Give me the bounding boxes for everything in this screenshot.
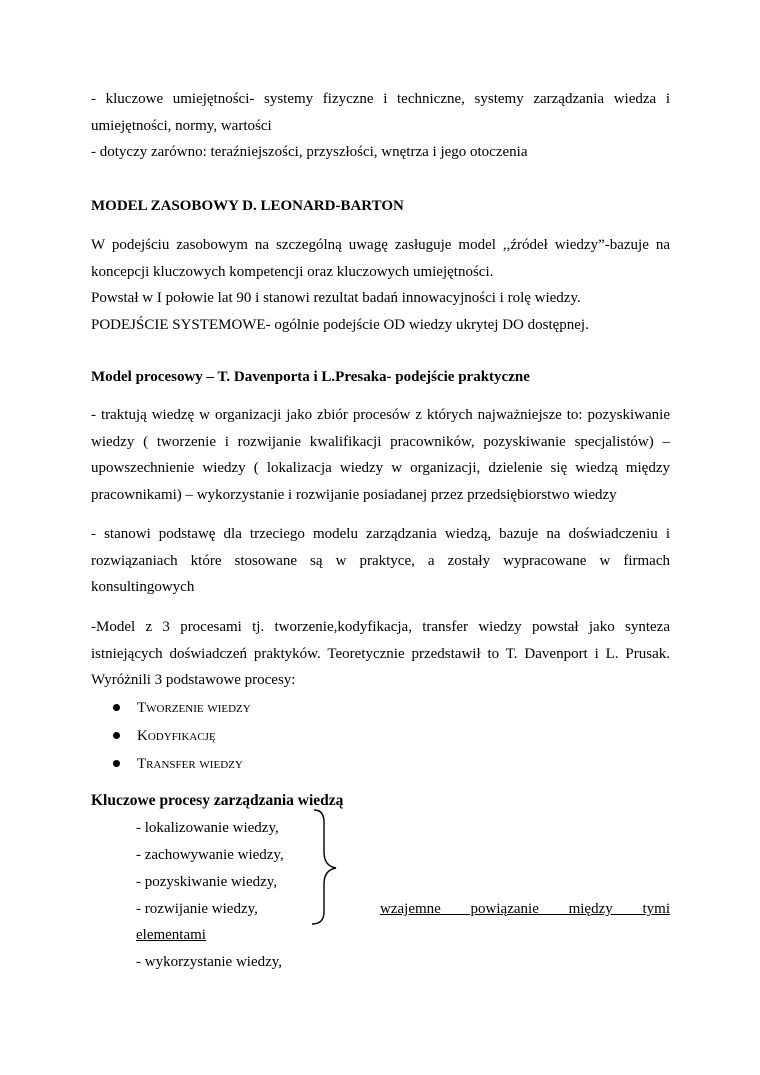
paragraph-line: rozwiązaniach które stosowane są w praktyce, a zostały wypracowane w firmach (91, 552, 670, 569)
relation-note-continuation: elementami (136, 927, 206, 943)
bullet-icon (113, 704, 120, 711)
paragraph-line: - stanowi podstawę dla trzeciego modelu zarządzania wiedzą, bazuje na doświadczeniu i (91, 526, 670, 542)
resource-model-paragraph (91, 232, 670, 338)
section-heading-process-model: Model procesowy – T. Davenporta i L.Presaka- podejście praktyczne (91, 369, 530, 385)
paragraph-line: W podejściu zasobowym na szczególną uwagę zasługuje model ,,źródeł wiedzy”-bazuje na (91, 237, 670, 253)
list-item (91, 694, 491, 722)
process-model-paragraph-3 (91, 614, 670, 694)
process-model-paragraph-1 (91, 402, 670, 508)
process-model-paragraph-2 (91, 521, 670, 601)
intro-line: - dotyczy zarówno: teraźniejszości, przyszłości, wnętrza i jego otoczenia (91, 144, 528, 160)
bullet-icon (113, 732, 120, 739)
paragraph-line: upowszechnienie wiedzy ( lokalizacja wiedzy w organizacji, dzielenie się wiedzą między (91, 460, 670, 476)
key-process-item: - wykorzystanie wiedzy, (136, 954, 283, 970)
list-item-label: Tworzenie wiedzy (137, 700, 251, 716)
paragraph-line: wiedzy ( tworzenie i rozwijanie kwalifikacji pracowników, pozyskiwanie specjalistów) – (91, 433, 670, 450)
list-item (91, 722, 491, 750)
intro-line: umiejętności, normy, wartości (91, 117, 272, 134)
process-bullet-list (91, 694, 491, 778)
key-process-item: - pozyskiwanie wiedzy, (136, 874, 278, 890)
section-heading-key-processes: Kluczowe procesy zarządzania wiedzą (91, 792, 344, 809)
relation-note-line: wzajemne powiązanie między tymi (380, 901, 670, 917)
key-process-item: - rozwijanie wiedzy, (136, 901, 258, 917)
paragraph-line: Wyróżnili 3 podstawowe procesy: (91, 672, 296, 688)
intro-paragraph (91, 86, 670, 166)
bullet-icon (113, 760, 120, 767)
paragraph-line: istniejących doświadczeń praktyków. Teoretycznie przedstawił to T. Davenport i L. Prusak. (91, 645, 670, 662)
list-item-label: Kodyfikację (137, 728, 216, 744)
paragraph-line: pracownikami) – wykorzystanie i rozwijanie posiadanej przez przedsiębiorstwo wiedzy (91, 486, 617, 503)
key-process-item: - zachowywanie wiedzy, (136, 847, 284, 863)
paragraph-line: koncepcji kluczowych kompetencji oraz kluczowych umiejętności. (91, 263, 494, 280)
key-process-item: - lokalizowanie wiedzy, (136, 820, 279, 836)
list-item (91, 750, 491, 778)
paragraph-line: konsultingowych (91, 579, 195, 595)
list-item-label: Transfer wiedzy (137, 756, 243, 772)
section-heading-resource-model: MODEL ZASOBOWY D. LEONARD-BARTON (91, 198, 404, 214)
curly-brace-icon (310, 808, 350, 928)
paragraph-line: -Model z 3 procesami tj. tworzenie,kodyfikacja, transfer wiedzy powstał jako synteza (91, 619, 670, 635)
intro-line: - kluczowe umiejętności- systemy fizyczne i techniczne, systemy zarządzania wiedza i (91, 91, 670, 107)
paragraph-line: Powstał w I połowie lat 90 i stanowi rezultat badań innowacyjności i rolę wiedzy. (91, 290, 581, 306)
paragraph-line: PODEJŚCIE SYSTEMOWE- ogólnie podejście OD wiedzy ukrytej DO dostępnej. (91, 316, 589, 333)
paragraph-line: - traktują wiedzę w organizacji jako zbiór procesów z których najważniejsze to: pozyskiwanie (91, 407, 670, 423)
